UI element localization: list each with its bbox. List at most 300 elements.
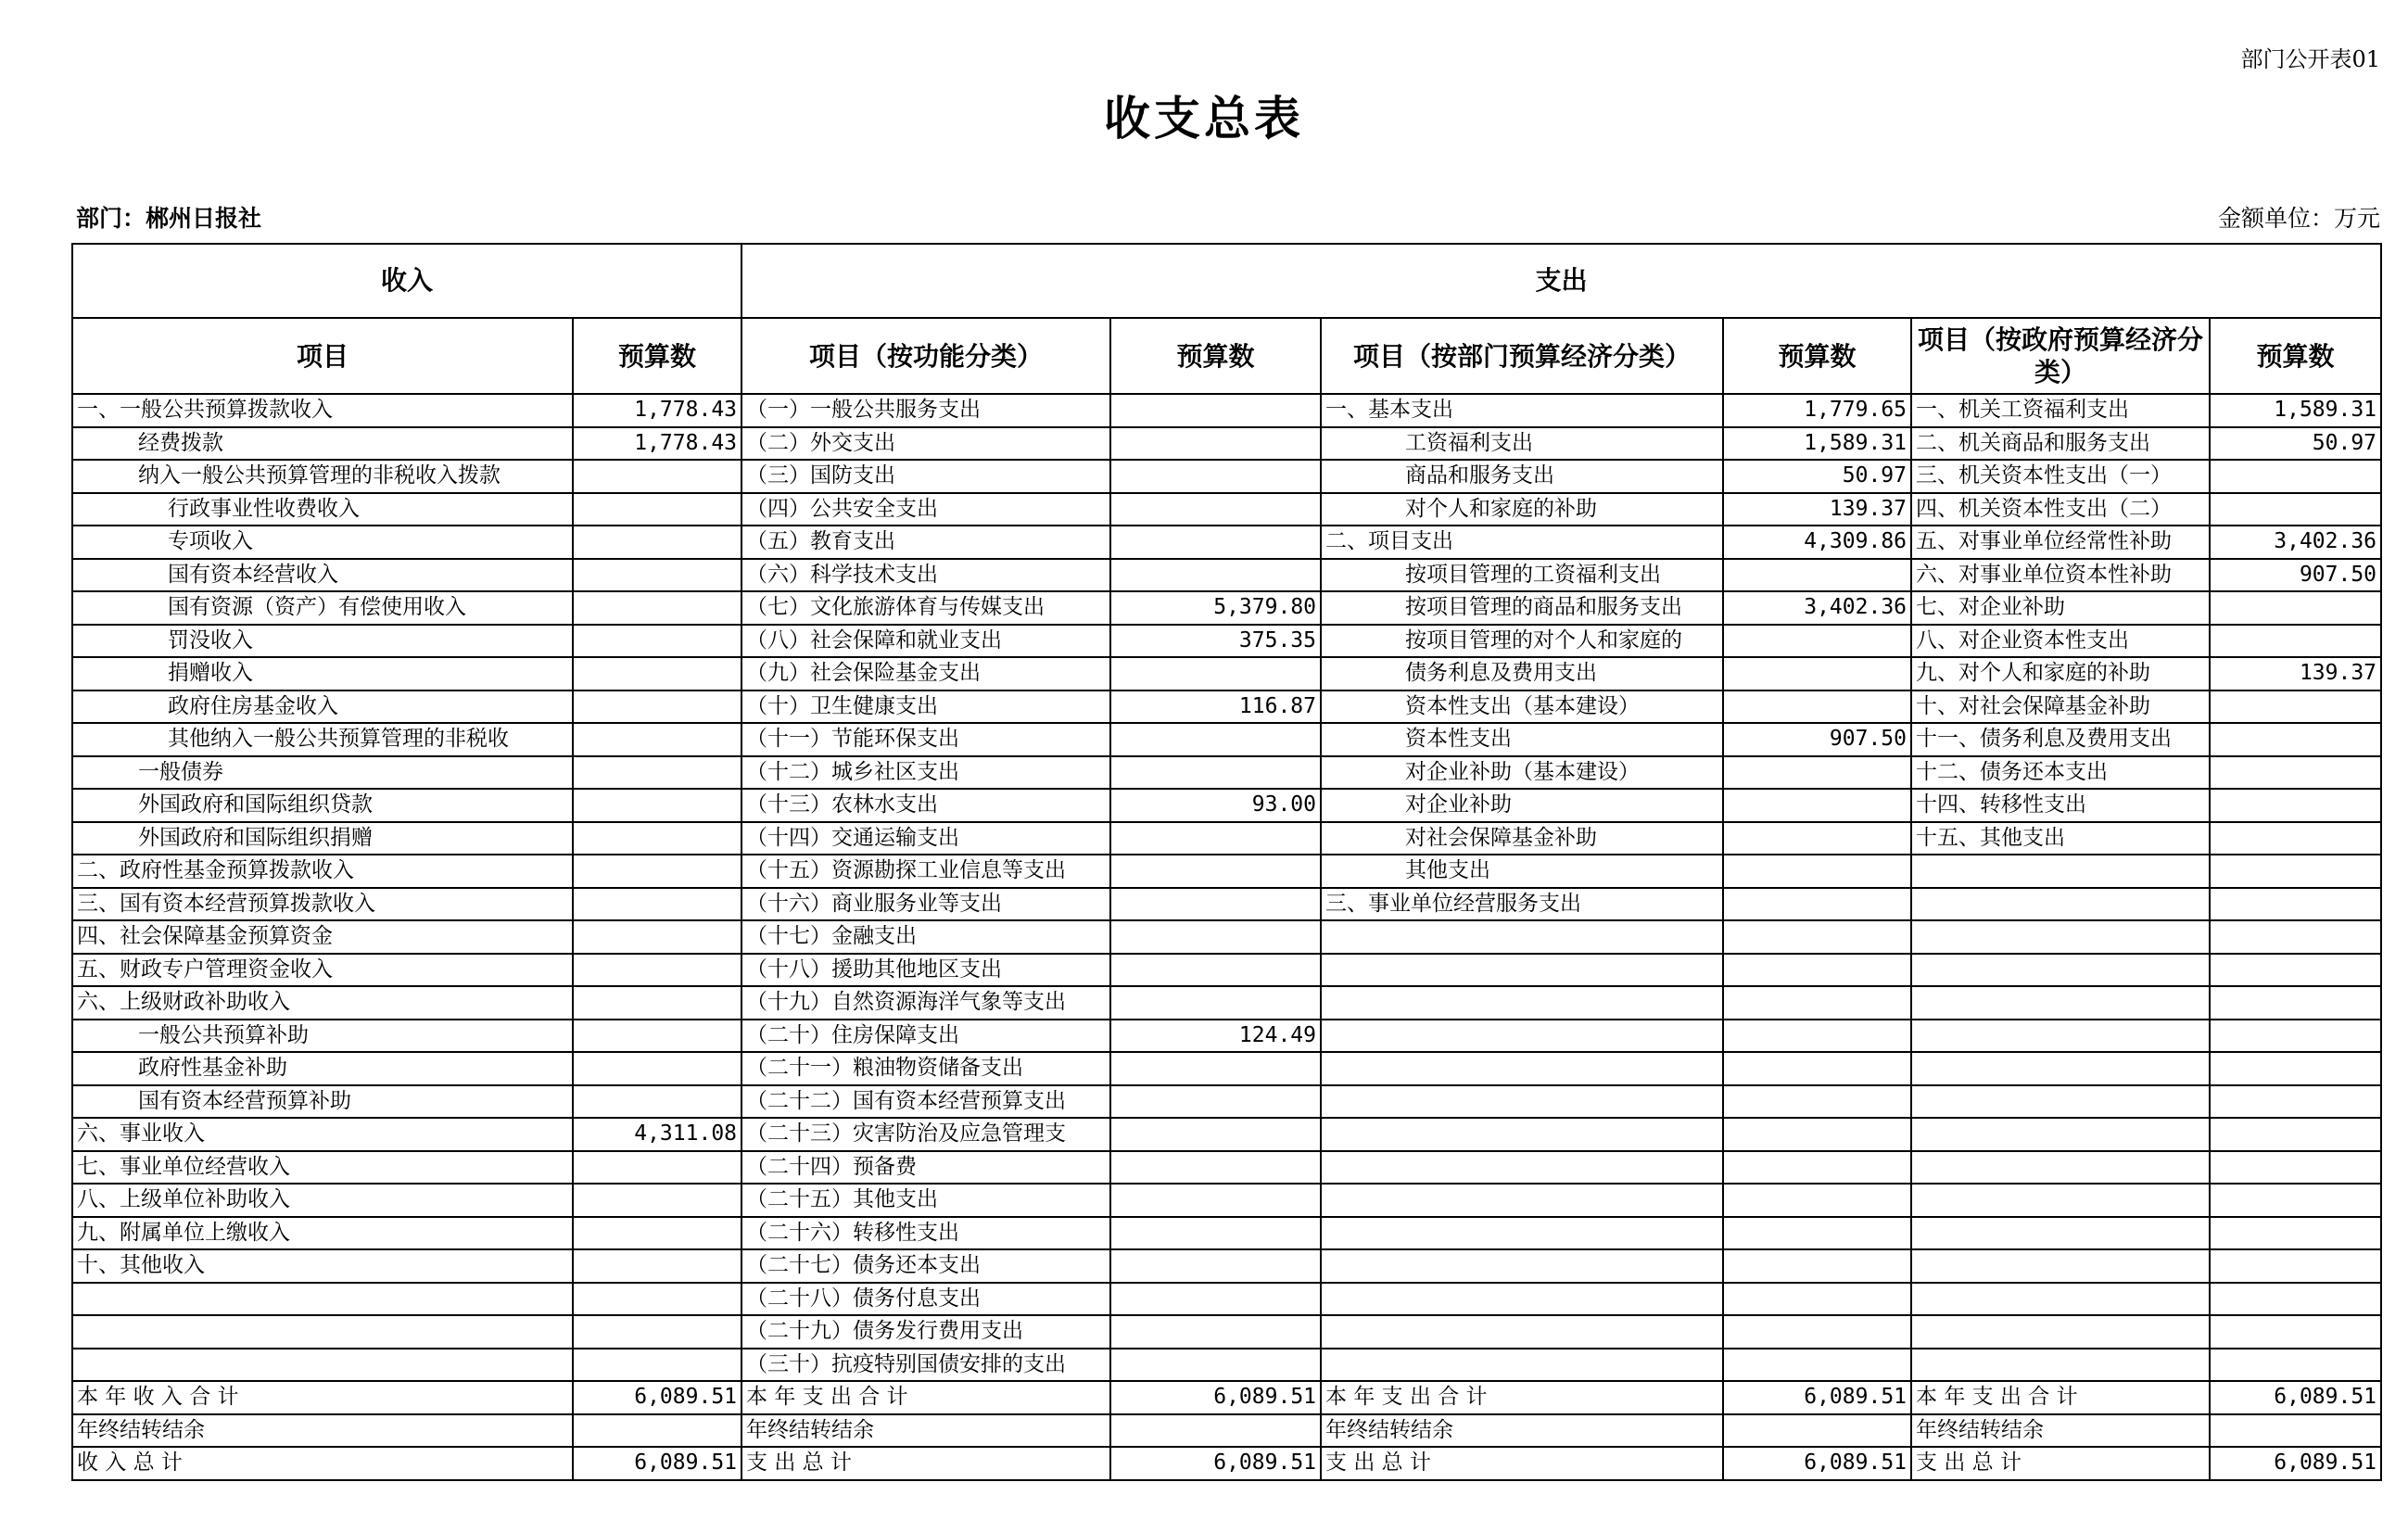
cell-func-budget: 5,379.80 bbox=[1110, 591, 1321, 625]
cell-gov-econ-item: 一、机关工资福利支出 bbox=[1911, 394, 2210, 427]
cell-func-budget bbox=[1110, 920, 1321, 954]
cell-income-budget bbox=[573, 954, 741, 987]
cell-func-budget: 375.35 bbox=[1110, 625, 1321, 658]
cell-dept-econ-budget bbox=[1723, 1020, 1911, 1053]
cell-gov-econ-item: 四、机关资本性支出（二） bbox=[1911, 493, 2210, 526]
cell-income-budget bbox=[573, 559, 741, 592]
cell-income-item: 国有资源（资产）有偿使用收入 bbox=[72, 591, 573, 625]
cell-gov-econ-budget: 3,402.36 bbox=[2210, 526, 2381, 559]
cell-gov-econ-budget bbox=[2210, 1020, 2381, 1053]
cell-income-budget bbox=[573, 493, 741, 526]
cell-func-item: （一）一般公共服务支出 bbox=[741, 394, 1110, 427]
cell-dept-econ-budget bbox=[1723, 1085, 1911, 1119]
table-row bbox=[72, 1414, 2381, 1448]
cell-dept-econ-item bbox=[1321, 1085, 1723, 1119]
cell-dept-econ-item: 本 年 支 出 合 计 bbox=[1321, 1381, 1723, 1414]
cell-gov-econ-budget bbox=[2210, 1283, 2381, 1316]
table-row bbox=[72, 723, 2381, 756]
cell-gov-econ-item bbox=[1911, 1118, 2210, 1151]
cell-gov-econ-item: 十二、债务还本支出 bbox=[1911, 756, 2210, 790]
cell-func-item: （二十八）债务付息支出 bbox=[741, 1283, 1110, 1316]
cell-income-budget bbox=[573, 986, 741, 1020]
cell-dept-econ-budget: 6,089.51 bbox=[1723, 1447, 1911, 1480]
cell-gov-econ-item: 三、机关资本性支出（一） bbox=[1911, 460, 2210, 493]
cell-income-item: 纳入一般公共预算管理的非税收入拨款 bbox=[72, 460, 573, 493]
cell-dept-econ-item: 按项目管理的对个人和家庭的 bbox=[1321, 625, 1723, 658]
cell-income-item: 六、上级财政补助收入 bbox=[72, 986, 573, 1020]
cell-func-item: （七）文化旅游体育与传媒支出 bbox=[741, 591, 1110, 625]
cell-income-item: 行政事业性收费收入 bbox=[72, 493, 573, 526]
cell-func-item: （十七）金融支出 bbox=[741, 920, 1110, 954]
cell-dept-econ-item: 支 出 总 计 bbox=[1321, 1447, 1723, 1480]
cell-income-item bbox=[72, 1315, 573, 1349]
cell-income-item: 四、社会保障基金预算资金 bbox=[72, 920, 573, 954]
cell-gov-econ-item: 年终结转结余 bbox=[1911, 1414, 2210, 1448]
cell-income-item: 专项收入 bbox=[72, 526, 573, 559]
cell-dept-econ-budget: 4,309.86 bbox=[1723, 526, 1911, 559]
cell-func-budget bbox=[1110, 954, 1321, 987]
cell-gov-econ-budget: 907.50 bbox=[2210, 559, 2381, 592]
cell-func-item: （十一）节能环保支出 bbox=[741, 723, 1110, 756]
cell-gov-econ-item: 七、对企业补助 bbox=[1911, 591, 2210, 625]
cell-gov-econ-budget: 6,089.51 bbox=[2210, 1447, 2381, 1480]
cell-income-budget bbox=[573, 1085, 741, 1119]
cell-income-item: 五、财政专户管理资金收入 bbox=[72, 954, 573, 987]
expense-header: 支出 bbox=[741, 244, 2381, 318]
cell-func-item: （八）社会保障和就业支出 bbox=[741, 625, 1110, 658]
cell-gov-econ-budget bbox=[2210, 1217, 2381, 1250]
cell-func-budget bbox=[1110, 855, 1321, 888]
cell-gov-econ-budget: 1,589.31 bbox=[2210, 394, 2381, 427]
cell-income-budget: 6,089.51 bbox=[573, 1447, 741, 1480]
cell-dept-econ-item: 资本性支出（基本建设） bbox=[1321, 690, 1723, 724]
col-func-item: 项目（按功能分类） bbox=[741, 318, 1110, 394]
cell-gov-econ-budget bbox=[2210, 789, 2381, 822]
cell-func-budget bbox=[1110, 1249, 1321, 1283]
amount-unit-label: 金额单位：万元 bbox=[2217, 205, 2380, 232]
cell-dept-econ-budget: 139.37 bbox=[1723, 493, 1911, 526]
cell-func-budget bbox=[1110, 1349, 1321, 1382]
cell-dept-econ-item bbox=[1321, 986, 1723, 1020]
cell-dept-econ-budget bbox=[1723, 855, 1911, 888]
cell-func-budget bbox=[1110, 1283, 1321, 1316]
cell-income-budget bbox=[573, 1249, 741, 1283]
cell-gov-econ-budget: 50.97 bbox=[2210, 427, 2381, 461]
table-row bbox=[72, 1184, 2381, 1217]
table-row bbox=[72, 1020, 2381, 1053]
cell-income-budget: 6,089.51 bbox=[573, 1381, 741, 1414]
cell-func-budget bbox=[1110, 1085, 1321, 1119]
cell-income-budget bbox=[573, 756, 741, 790]
cell-dept-econ-item: 工资福利支出 bbox=[1321, 427, 1723, 461]
cell-func-item: （十）卫生健康支出 bbox=[741, 690, 1110, 724]
cell-gov-econ-budget bbox=[2210, 756, 2381, 790]
cell-income-item: 外国政府和国际组织贷款 bbox=[72, 789, 573, 822]
cell-gov-econ-budget: 139.37 bbox=[2210, 657, 2381, 690]
table-row bbox=[72, 888, 2381, 921]
cell-income-item: 十、其他收入 bbox=[72, 1249, 573, 1283]
cell-gov-econ-item bbox=[1911, 888, 2210, 921]
budget-summary-table bbox=[71, 243, 2382, 1481]
cell-func-item: （十六）商业服务业等支出 bbox=[741, 888, 1110, 921]
cell-func-item: 本 年 支 出 合 计 bbox=[741, 1381, 1110, 1414]
cell-gov-econ-item: 十一、债务利息及费用支出 bbox=[1911, 723, 2210, 756]
cell-gov-econ-item bbox=[1911, 1020, 2210, 1053]
cell-income-item: 国有资本经营收入 bbox=[72, 559, 573, 592]
cell-gov-econ-item: 二、机关商品和服务支出 bbox=[1911, 427, 2210, 461]
cell-func-budget bbox=[1110, 427, 1321, 461]
cell-income-item: 罚没收入 bbox=[72, 625, 573, 658]
cell-dept-econ-budget: 1,589.31 bbox=[1723, 427, 1911, 461]
table-row bbox=[72, 625, 2381, 658]
cell-func-item: （四）公共安全支出 bbox=[741, 493, 1110, 526]
cell-dept-econ-item bbox=[1321, 1118, 1723, 1151]
form-code: 部门公开表01 bbox=[2240, 46, 2380, 72]
cell-income-budget bbox=[573, 1283, 741, 1316]
col-income-budget: 预算数 bbox=[573, 318, 741, 394]
cell-dept-econ-budget bbox=[1723, 1217, 1911, 1250]
cell-dept-econ-budget bbox=[1723, 1052, 1911, 1085]
cell-gov-econ-item bbox=[1911, 1052, 2210, 1085]
cell-dept-econ-item bbox=[1321, 954, 1723, 987]
cell-dept-econ-item bbox=[1321, 1151, 1723, 1185]
cell-dept-econ-budget bbox=[1723, 756, 1911, 790]
cell-gov-econ-budget bbox=[2210, 690, 2381, 724]
cell-func-item: （二十）住房保障支出 bbox=[741, 1020, 1110, 1053]
cell-gov-econ-budget bbox=[2210, 625, 2381, 658]
cell-gov-econ-item bbox=[1911, 986, 2210, 1020]
cell-dept-econ-budget bbox=[1723, 789, 1911, 822]
cell-income-budget bbox=[573, 625, 741, 658]
cell-gov-econ-item: 九、对个人和家庭的补助 bbox=[1911, 657, 2210, 690]
cell-gov-econ-budget bbox=[2210, 855, 2381, 888]
cell-func-budget bbox=[1110, 986, 1321, 1020]
cell-income-budget bbox=[573, 526, 741, 559]
cell-income-item: 一般公共预算补助 bbox=[72, 1020, 573, 1053]
cell-dept-econ-budget: 1,779.65 bbox=[1723, 394, 1911, 427]
cell-gov-econ-budget bbox=[2210, 1349, 2381, 1382]
col-income-item: 项目 bbox=[72, 318, 573, 394]
cell-func-item: （十八）援助其他地区支出 bbox=[741, 954, 1110, 987]
cell-gov-econ-item: 六、对事业单位资本性补助 bbox=[1911, 559, 2210, 592]
cell-income-item: 捐赠收入 bbox=[72, 657, 573, 690]
cell-dept-econ-budget bbox=[1723, 1283, 1911, 1316]
cell-income-budget bbox=[573, 1052, 741, 1085]
table-row bbox=[72, 1085, 2381, 1119]
cell-dept-econ-item: 其他支出 bbox=[1321, 855, 1723, 888]
cell-income-item bbox=[72, 1349, 573, 1382]
cell-func-budget bbox=[1110, 394, 1321, 427]
cell-func-budget bbox=[1110, 1118, 1321, 1151]
cell-gov-econ-item: 八、对企业资本性支出 bbox=[1911, 625, 2210, 658]
cell-gov-econ-budget bbox=[2210, 1118, 2381, 1151]
table-row bbox=[72, 559, 2381, 592]
cell-func-budget: 6,089.51 bbox=[1110, 1381, 1321, 1414]
cell-dept-econ-budget bbox=[1723, 1249, 1911, 1283]
cell-gov-econ-budget bbox=[2210, 591, 2381, 625]
cell-dept-econ-budget bbox=[1723, 986, 1911, 1020]
cell-income-item: 七、事业单位经营收入 bbox=[72, 1151, 573, 1185]
table-row bbox=[72, 1052, 2381, 1085]
cell-income-budget bbox=[573, 855, 741, 888]
cell-gov-econ-budget bbox=[2210, 888, 2381, 921]
cell-dept-econ-item bbox=[1321, 1349, 1723, 1382]
cell-func-item: （二十七）债务还本支出 bbox=[741, 1249, 1110, 1283]
cell-func-budget: 116.87 bbox=[1110, 690, 1321, 724]
cell-func-budget bbox=[1110, 1414, 1321, 1448]
cell-income-item: 九、附属单位上缴收入 bbox=[72, 1217, 573, 1250]
table-row bbox=[72, 1381, 2381, 1414]
column-header-row bbox=[72, 318, 2381, 394]
cell-gov-econ-item bbox=[1911, 1217, 2210, 1250]
cell-func-budget bbox=[1110, 559, 1321, 592]
cell-func-item: （二十三）灾害防治及应急管理支 bbox=[741, 1118, 1110, 1151]
cell-dept-econ-budget: 907.50 bbox=[1723, 723, 1911, 756]
cell-dept-econ-item bbox=[1321, 1184, 1723, 1217]
cell-func-budget bbox=[1110, 1315, 1321, 1349]
cell-func-budget bbox=[1110, 493, 1321, 526]
cell-gov-econ-item bbox=[1911, 1349, 2210, 1382]
cell-dept-econ-item bbox=[1321, 1020, 1723, 1053]
group-header-row bbox=[72, 244, 2381, 318]
col-dept-econ-item: 项目（按部门预算经济分类） bbox=[1321, 318, 1723, 394]
cell-func-item: （十二）城乡社区支出 bbox=[741, 756, 1110, 790]
cell-gov-econ-budget bbox=[2210, 954, 2381, 987]
cell-income-item: 收 入 总 计 bbox=[72, 1447, 573, 1480]
cell-func-item: （十四）交通运输支出 bbox=[741, 822, 1110, 855]
cell-func-item: （二十五）其他支出 bbox=[741, 1184, 1110, 1217]
cell-dept-econ-budget bbox=[1723, 625, 1911, 658]
cell-income-budget bbox=[573, 460, 741, 493]
table-row bbox=[72, 789, 2381, 822]
cell-income-item: 本 年 收 入 合 计 bbox=[72, 1381, 573, 1414]
cell-income-budget bbox=[573, 1184, 741, 1217]
table-row bbox=[72, 920, 2381, 954]
cell-gov-econ-budget bbox=[2210, 1052, 2381, 1085]
table-row bbox=[72, 394, 2381, 427]
cell-income-budget bbox=[573, 888, 741, 921]
cell-gov-econ-budget bbox=[2210, 493, 2381, 526]
cell-gov-econ-item: 本 年 支 出 合 计 bbox=[1911, 1381, 2210, 1414]
cell-income-budget bbox=[573, 591, 741, 625]
cell-dept-econ-item: 按项目管理的商品和服务支出 bbox=[1321, 591, 1723, 625]
table-row bbox=[72, 1217, 2381, 1250]
cell-dept-econ-item: 三、事业单位经营服务支出 bbox=[1321, 888, 1723, 921]
cell-income-item: 政府性基金补助 bbox=[72, 1052, 573, 1085]
cell-func-item: （十五）资源勘探工业信息等支出 bbox=[741, 855, 1110, 888]
cell-gov-econ-item bbox=[1911, 1184, 2210, 1217]
cell-dept-econ-item: 债务利息及费用支出 bbox=[1321, 657, 1723, 690]
cell-gov-econ-item bbox=[1911, 1249, 2210, 1283]
cell-gov-econ-item bbox=[1911, 954, 2210, 987]
table-row bbox=[72, 1349, 2381, 1382]
cell-func-budget bbox=[1110, 756, 1321, 790]
cell-func-item: （九）社会保险基金支出 bbox=[741, 657, 1110, 690]
cell-gov-econ-item: 十五、其他支出 bbox=[1911, 822, 2210, 855]
cell-income-budget bbox=[573, 1414, 741, 1448]
col-gov-econ-item: 项目（按政府预算经济分类） bbox=[1911, 318, 2210, 394]
cell-gov-econ-item bbox=[1911, 855, 2210, 888]
cell-func-item: （二十九）债务发行费用支出 bbox=[741, 1315, 1110, 1349]
table-row bbox=[72, 591, 2381, 625]
cell-dept-econ-item bbox=[1321, 1249, 1723, 1283]
cell-income-item: 经费拨款 bbox=[72, 427, 573, 461]
col-dept-econ-budget: 预算数 bbox=[1723, 318, 1911, 394]
cell-func-item: （三十）抗疫特别国债安排的支出 bbox=[741, 1349, 1110, 1382]
table-row bbox=[72, 526, 2381, 559]
cell-dept-econ-item: 一、基本支出 bbox=[1321, 394, 1723, 427]
cell-func-item: （十九）自然资源海洋气象等支出 bbox=[741, 986, 1110, 1020]
cell-income-budget bbox=[573, 920, 741, 954]
cell-income-budget bbox=[573, 1315, 741, 1349]
cell-income-budget: 4,311.08 bbox=[573, 1118, 741, 1151]
cell-gov-econ-budget bbox=[2210, 1184, 2381, 1217]
cell-gov-econ-budget: 6,089.51 bbox=[2210, 1381, 2381, 1414]
cell-func-budget bbox=[1110, 822, 1321, 855]
cell-func-budget bbox=[1110, 723, 1321, 756]
cell-dept-econ-budget bbox=[1723, 690, 1911, 724]
cell-gov-econ-budget bbox=[2210, 1151, 2381, 1185]
table-row bbox=[72, 954, 2381, 987]
table-row bbox=[72, 1283, 2381, 1316]
cell-dept-econ-budget bbox=[1723, 1315, 1911, 1349]
cell-dept-econ-budget bbox=[1723, 954, 1911, 987]
cell-gov-econ-item: 支 出 总 计 bbox=[1911, 1447, 2210, 1480]
cell-gov-econ-budget bbox=[2210, 822, 2381, 855]
cell-dept-econ-budget bbox=[1723, 559, 1911, 592]
table-row bbox=[72, 986, 2381, 1020]
table-row bbox=[72, 822, 2381, 855]
cell-income-item: 年终结转结余 bbox=[72, 1414, 573, 1448]
cell-dept-econ-item: 对个人和家庭的补助 bbox=[1321, 493, 1723, 526]
income-header: 收入 bbox=[72, 244, 741, 318]
cell-income-item bbox=[72, 1283, 573, 1316]
cell-dept-econ-budget bbox=[1723, 1349, 1911, 1382]
table-row bbox=[72, 1249, 2381, 1283]
cell-func-budget: 6,089.51 bbox=[1110, 1447, 1321, 1480]
cell-dept-econ-budget: 6,089.51 bbox=[1723, 1381, 1911, 1414]
cell-dept-econ-item: 年终结转结余 bbox=[1321, 1414, 1723, 1448]
cell-income-item: 外国政府和国际组织捐赠 bbox=[72, 822, 573, 855]
cell-func-item: （二十六）转移性支出 bbox=[741, 1217, 1110, 1250]
cell-gov-econ-budget bbox=[2210, 1085, 2381, 1119]
cell-dept-econ-budget: 3,402.36 bbox=[1723, 591, 1911, 625]
cell-func-item: （三）国防支出 bbox=[741, 460, 1110, 493]
col-func-budget: 预算数 bbox=[1110, 318, 1321, 394]
cell-income-item: 政府住房基金收入 bbox=[72, 690, 573, 724]
table-body bbox=[72, 244, 2381, 1480]
cell-dept-econ-item bbox=[1321, 920, 1723, 954]
cell-dept-econ-item: 二、项目支出 bbox=[1321, 526, 1723, 559]
cell-dept-econ-budget bbox=[1723, 822, 1911, 855]
table-row bbox=[72, 1118, 2381, 1151]
cell-income-item: 国有资本经营预算补助 bbox=[72, 1085, 573, 1119]
cell-func-item: （二）外交支出 bbox=[741, 427, 1110, 461]
cell-dept-econ-item: 按项目管理的工资福利支出 bbox=[1321, 559, 1723, 592]
cell-dept-econ-item: 对企业补助 bbox=[1321, 789, 1723, 822]
cell-func-budget bbox=[1110, 1217, 1321, 1250]
cell-func-budget bbox=[1110, 526, 1321, 559]
table-row bbox=[72, 1447, 2381, 1480]
cell-income-budget bbox=[573, 1217, 741, 1250]
cell-func-budget bbox=[1110, 888, 1321, 921]
cell-dept-econ-item bbox=[1321, 1283, 1723, 1316]
cell-func-item: （二十一）粮油物资储备支出 bbox=[741, 1052, 1110, 1085]
cell-func-budget bbox=[1110, 1184, 1321, 1217]
cell-func-item: （二十四）预备费 bbox=[741, 1151, 1110, 1185]
table-row bbox=[72, 1151, 2381, 1185]
cell-gov-econ-budget bbox=[2210, 1414, 2381, 1448]
cell-income-budget bbox=[573, 789, 741, 822]
cell-gov-econ-item: 五、对事业单位经常性补助 bbox=[1911, 526, 2210, 559]
cell-gov-econ-item bbox=[1911, 1315, 2210, 1349]
table-row bbox=[72, 460, 2381, 493]
cell-func-budget: 124.49 bbox=[1110, 1020, 1321, 1053]
cell-gov-econ-item bbox=[1911, 1151, 2210, 1185]
cell-func-item: （五）教育支出 bbox=[741, 526, 1110, 559]
cell-income-budget bbox=[573, 1349, 741, 1382]
cell-dept-econ-item bbox=[1321, 1315, 1723, 1349]
cell-func-item: 年终结转结余 bbox=[741, 1414, 1110, 1448]
cell-income-budget bbox=[573, 1151, 741, 1185]
table-row bbox=[72, 855, 2381, 888]
table-row bbox=[72, 1315, 2381, 1349]
cell-dept-econ-budget bbox=[1723, 1118, 1911, 1151]
cell-dept-econ-item: 商品和服务支出 bbox=[1321, 460, 1723, 493]
cell-gov-econ-item bbox=[1911, 1283, 2210, 1316]
cell-income-item: 八、上级单位补助收入 bbox=[72, 1184, 573, 1217]
cell-income-item: 其他纳入一般公共预算管理的非税收 bbox=[72, 723, 573, 756]
table-row bbox=[72, 493, 2381, 526]
cell-func-budget bbox=[1110, 1151, 1321, 1185]
cell-dept-econ-budget bbox=[1723, 1414, 1911, 1448]
cell-gov-econ-budget bbox=[2210, 1315, 2381, 1349]
cell-func-budget bbox=[1110, 1052, 1321, 1085]
cell-income-item: 一、一般公共预算拨款收入 bbox=[72, 394, 573, 427]
cell-func-budget bbox=[1110, 657, 1321, 690]
cell-gov-econ-item bbox=[1911, 920, 2210, 954]
cell-income-budget bbox=[573, 690, 741, 724]
cell-income-budget: 1,778.43 bbox=[573, 394, 741, 427]
cell-income-budget bbox=[573, 723, 741, 756]
cell-income-item: 六、事业收入 bbox=[72, 1118, 573, 1151]
cell-income-item: 二、政府性基金预算拨款收入 bbox=[72, 855, 573, 888]
cell-income-item: 一般债券 bbox=[72, 756, 573, 790]
cell-dept-econ-budget bbox=[1723, 888, 1911, 921]
table-row bbox=[72, 427, 2381, 461]
cell-func-item: （六）科学技术支出 bbox=[741, 559, 1110, 592]
cell-dept-econ-item: 资本性支出 bbox=[1321, 723, 1723, 756]
cell-income-budget bbox=[573, 822, 741, 855]
cell-gov-econ-budget bbox=[2210, 986, 2381, 1020]
cell-income-budget bbox=[573, 1020, 741, 1053]
table-row bbox=[72, 690, 2381, 724]
cell-gov-econ-budget bbox=[2210, 460, 2381, 493]
department-label: 部门：郴州日报社 bbox=[76, 205, 262, 232]
cell-dept-econ-budget bbox=[1723, 1151, 1911, 1185]
cell-gov-econ-item: 十四、转移性支出 bbox=[1911, 789, 2210, 822]
cell-income-budget: 1,778.43 bbox=[573, 427, 741, 461]
cell-income-item: 三、国有资本经营预算拨款收入 bbox=[72, 888, 573, 921]
cell-dept-econ-item: 对社会保障基金补助 bbox=[1321, 822, 1723, 855]
cell-func-item: 支 出 总 计 bbox=[741, 1447, 1110, 1480]
cell-dept-econ-item bbox=[1321, 1217, 1723, 1250]
cell-dept-econ-item bbox=[1321, 1052, 1723, 1085]
col-gov-econ-budget: 预算数 bbox=[2210, 318, 2381, 394]
cell-dept-econ-budget bbox=[1723, 920, 1911, 954]
cell-func-budget: 93.00 bbox=[1110, 789, 1321, 822]
table-row bbox=[72, 756, 2381, 790]
